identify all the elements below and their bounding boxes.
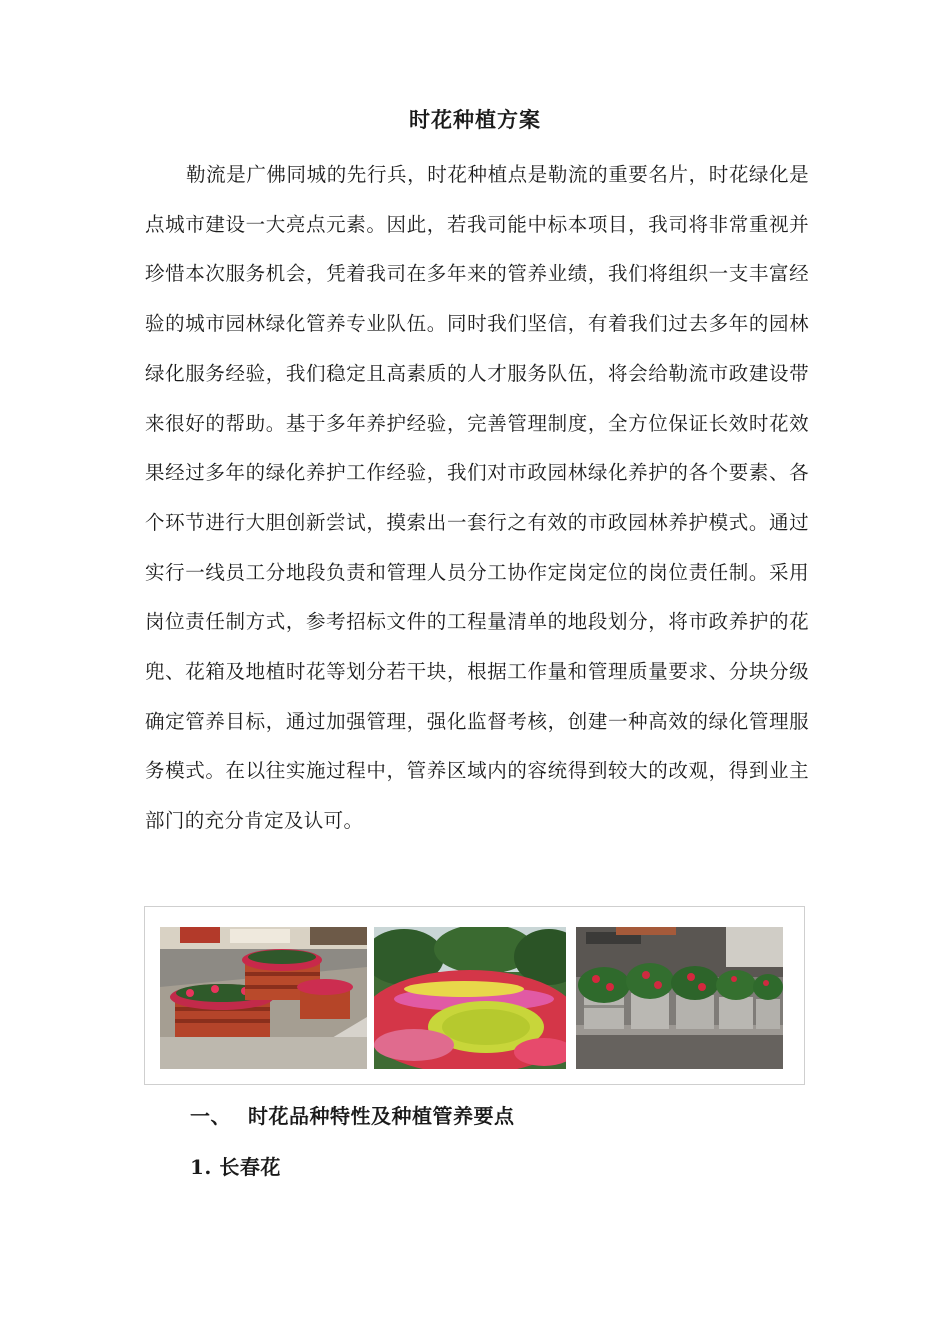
intro-paragraph: 勒流是广佛同城的先行兵，时花种植点是勒流的重要名片，时花绿化是点城市建设一大亮点元素。因此，若我司能中标本项目，我司将非常重视并珍惜本次服务机会，凭着我司在多年来的管养业绩，我们将组织一支丰富经验的城市园林绿化管养专业队伍。同时我们坚信，有着我们过去多年的园林绿化服务经验，我们稳定且高素质的人才服务队伍，将会给勒流市政建设带来很好的帮助。基于多年养护经验，完善管理制度，全方位保证长效时花效果经过多年的绿化养护工作经验，我们对市政园林绿化养护的各个要素、各个环节进行大胆创新尝试，摸索出一套行之有效的市政园林养护模式。通过实行一线员工分地段负责和管理人员分工协作定岗定位的岗位责任制。采用岗位责任制方式，参考招标文件的工程量清单的地段划分，将市政养护的花兜、花箱及地植时花等划分若干块，根据工作量和管理质量要求、分块分级确定管养目标，通过加强管理，强化监督考核，创建一种高效的绿化管理服务模式。在以往实施过程中，管养区域内的容统得到较大的改观，得到业主部门的充分肯定及认可。 bbox=[145, 163, 809, 833]
street-planter-photo bbox=[576, 927, 783, 1069]
subsection-title: 1. 长春花 bbox=[190, 1155, 281, 1179]
photo-strip bbox=[144, 906, 805, 1085]
section-heading bbox=[190, 1100, 515, 1132]
section-number: 一、 bbox=[190, 1104, 231, 1128]
section-title: 时花品种特性及种植管养要点 bbox=[248, 1104, 515, 1128]
document-title: 时花种植方案 bbox=[409, 107, 541, 132]
flower-bed-park-photo bbox=[374, 927, 566, 1069]
wooden-flower-box-photo bbox=[160, 927, 367, 1069]
